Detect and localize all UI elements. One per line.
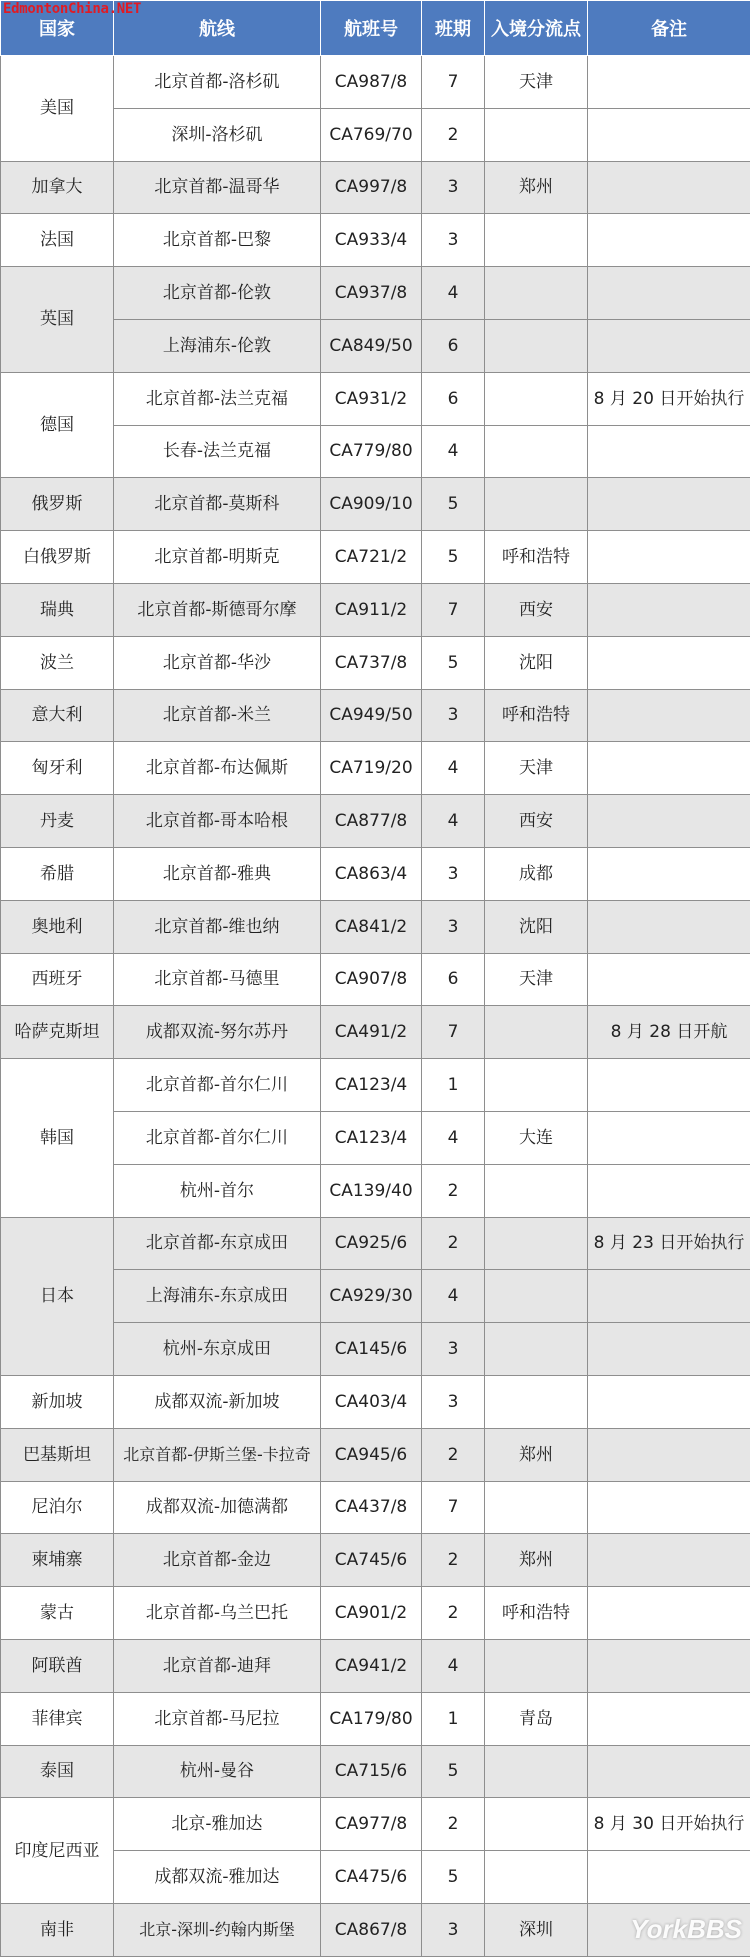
header-frequency: 班期 xyxy=(422,1,485,56)
country-cell: 意大利 xyxy=(1,689,114,742)
remarks-cell: 8 月 28 日开航 xyxy=(588,1006,750,1059)
table-row xyxy=(1,1692,750,1745)
remarks-cell: 8 月 20 日开始执行 xyxy=(588,372,750,425)
table-row xyxy=(1,372,750,425)
route-cell: 北京首都-温哥华 xyxy=(114,161,321,214)
route-cell: 深圳-洛杉矶 xyxy=(114,108,321,161)
entry-point-cell xyxy=(485,1375,588,1428)
flight-number-cell: CA933/4 xyxy=(321,214,422,267)
entry-point-cell xyxy=(485,267,588,320)
entry-point-cell: 天津 xyxy=(485,742,588,795)
route-cell: 北京-深圳-约翰内斯堡 xyxy=(114,1903,321,1956)
table-row xyxy=(1,1428,750,1481)
entry-point-cell: 沈阳 xyxy=(485,900,588,953)
table-row xyxy=(1,425,750,478)
route-cell: 北京首都-洛杉矶 xyxy=(114,56,321,109)
flight-number-cell: CA925/6 xyxy=(321,1217,422,1270)
frequency-cell: 3 xyxy=(422,161,485,214)
frequency-cell: 3 xyxy=(422,689,485,742)
route-cell: 北京首都-迪拜 xyxy=(114,1639,321,1692)
remarks-cell xyxy=(588,425,750,478)
entry-point-cell: 大连 xyxy=(485,1111,588,1164)
remarks-cell xyxy=(588,161,750,214)
flight-number-cell: CA945/6 xyxy=(321,1428,422,1481)
table-row xyxy=(1,1111,750,1164)
entry-point-cell: 呼和浩特 xyxy=(485,531,588,584)
route-cell: 北京首都-金边 xyxy=(114,1534,321,1587)
table-row xyxy=(1,1375,750,1428)
flight-number-cell: CA123/4 xyxy=(321,1059,422,1112)
header-entry-point: 入境分流点 xyxy=(485,1,588,56)
route-cell: 北京首都-维也纳 xyxy=(114,900,321,953)
frequency-cell: 5 xyxy=(422,531,485,584)
remarks-cell xyxy=(588,1534,750,1587)
route-cell: 北京首都-伦敦 xyxy=(114,267,321,320)
frequency-cell: 2 xyxy=(422,1217,485,1270)
country-cell: 德国 xyxy=(1,372,114,478)
country-cell: 尼泊尔 xyxy=(1,1481,114,1534)
entry-point-cell: 呼和浩特 xyxy=(485,1587,588,1640)
country-cell: 南非 xyxy=(1,1903,114,1956)
table-row xyxy=(1,214,750,267)
flight-number-cell: CA877/8 xyxy=(321,795,422,848)
entry-point-cell xyxy=(485,108,588,161)
entry-point-cell xyxy=(485,1217,588,1270)
remarks-cell xyxy=(588,1164,750,1217)
table-row xyxy=(1,267,750,320)
country-cell: 奥地利 xyxy=(1,900,114,953)
frequency-cell: 7 xyxy=(422,56,485,109)
header-flight-number: 航班号 xyxy=(321,1,422,56)
route-cell: 北京首都-明斯克 xyxy=(114,531,321,584)
flight-number-cell: CA139/40 xyxy=(321,1164,422,1217)
table-row xyxy=(1,1534,750,1587)
entry-point-cell: 成都 xyxy=(485,847,588,900)
route-cell: 杭州-曼谷 xyxy=(114,1745,321,1798)
frequency-cell: 2 xyxy=(422,1534,485,1587)
entry-point-cell: 郑州 xyxy=(485,1534,588,1587)
route-cell: 成都双流-雅加达 xyxy=(114,1851,321,1904)
entry-point-cell: 呼和浩特 xyxy=(485,689,588,742)
country-cell: 法国 xyxy=(1,214,114,267)
flight-number-cell: CA867/8 xyxy=(321,1903,422,1956)
remarks-cell xyxy=(588,1851,750,1904)
remarks-cell xyxy=(588,953,750,1006)
country-cell: 美国 xyxy=(1,56,114,162)
flight-number-cell: CA437/8 xyxy=(321,1481,422,1534)
country-cell: 蒙古 xyxy=(1,1587,114,1640)
remarks-cell xyxy=(588,1111,750,1164)
flight-number-cell: CA909/10 xyxy=(321,478,422,531)
country-cell: 西班牙 xyxy=(1,953,114,1006)
flight-number-cell: CA779/80 xyxy=(321,425,422,478)
remarks-cell xyxy=(588,583,750,636)
flight-number-cell: CA123/4 xyxy=(321,1111,422,1164)
entry-point-cell xyxy=(485,1481,588,1534)
flight-number-cell: CA179/80 xyxy=(321,1692,422,1745)
country-cell: 柬埔寨 xyxy=(1,1534,114,1587)
route-cell: 杭州-东京成田 xyxy=(114,1323,321,1376)
flight-number-cell: CA937/8 xyxy=(321,267,422,320)
frequency-cell: 4 xyxy=(422,425,485,478)
frequency-cell: 3 xyxy=(422,1323,485,1376)
table-row xyxy=(1,847,750,900)
entry-point-cell xyxy=(485,1270,588,1323)
entry-point-cell xyxy=(485,1059,588,1112)
frequency-cell: 3 xyxy=(422,847,485,900)
flight-number-cell: CA931/2 xyxy=(321,372,422,425)
entry-point-cell xyxy=(485,1006,588,1059)
frequency-cell: 4 xyxy=(422,795,485,848)
remarks-cell xyxy=(588,636,750,689)
frequency-cell: 6 xyxy=(422,319,485,372)
frequency-cell: 2 xyxy=(422,1798,485,1851)
frequency-cell: 2 xyxy=(422,108,485,161)
country-cell: 印度尼西亚 xyxy=(1,1798,114,1904)
entry-point-cell xyxy=(485,1639,588,1692)
table-row xyxy=(1,531,750,584)
table-row xyxy=(1,1587,750,1640)
flight-number-cell: CA745/6 xyxy=(321,1534,422,1587)
route-cell: 成都双流-加德满都 xyxy=(114,1481,321,1534)
country-cell: 俄罗斯 xyxy=(1,478,114,531)
route-cell: 北京首都-布达佩斯 xyxy=(114,742,321,795)
frequency-cell: 7 xyxy=(422,1481,485,1534)
table-row xyxy=(1,1639,750,1692)
route-cell: 成都双流-新加坡 xyxy=(114,1375,321,1428)
route-cell: 北京首都-法兰克福 xyxy=(114,372,321,425)
frequency-cell: 3 xyxy=(422,1375,485,1428)
country-cell: 泰国 xyxy=(1,1745,114,1798)
remarks-cell xyxy=(588,1375,750,1428)
route-cell: 北京-雅加达 xyxy=(114,1798,321,1851)
flight-number-cell: CA145/6 xyxy=(321,1323,422,1376)
entry-point-cell: 西安 xyxy=(485,795,588,848)
route-cell: 北京首都-巴黎 xyxy=(114,214,321,267)
flight-number-cell: CA491/2 xyxy=(321,1006,422,1059)
remarks-cell xyxy=(588,1639,750,1692)
route-cell: 北京首都-莫斯科 xyxy=(114,478,321,531)
remarks-cell xyxy=(588,795,750,848)
country-cell: 新加坡 xyxy=(1,1375,114,1428)
header-country: 国家 xyxy=(1,1,114,56)
route-cell: 北京首都-伊斯兰堡-卡拉奇 xyxy=(114,1428,321,1481)
table-row xyxy=(1,583,750,636)
table-row xyxy=(1,1851,750,1904)
frequency-cell: 4 xyxy=(422,1270,485,1323)
route-cell: 成都双流-努尔苏丹 xyxy=(114,1006,321,1059)
flight-number-cell: CA841/2 xyxy=(321,900,422,953)
frequency-cell: 5 xyxy=(422,478,485,531)
table-row xyxy=(1,689,750,742)
frequency-cell: 4 xyxy=(422,1639,485,1692)
route-cell: 北京首都-米兰 xyxy=(114,689,321,742)
table-row xyxy=(1,1164,750,1217)
route-cell: 北京首都-首尔仁川 xyxy=(114,1059,321,1112)
flight-number-cell: CA737/8 xyxy=(321,636,422,689)
entry-point-cell xyxy=(485,1851,588,1904)
remarks-cell xyxy=(588,1270,750,1323)
flight-number-cell: CA987/8 xyxy=(321,56,422,109)
table-row xyxy=(1,108,750,161)
flight-number-cell: CA719/20 xyxy=(321,742,422,795)
entry-point-cell xyxy=(485,425,588,478)
remarks-cell xyxy=(588,1428,750,1481)
remarks-cell xyxy=(588,1059,750,1112)
flight-number-cell: CA721/2 xyxy=(321,531,422,584)
remarks-cell xyxy=(588,319,750,372)
entry-point-cell: 深圳 xyxy=(485,1903,588,1956)
flight-number-cell: CA403/4 xyxy=(321,1375,422,1428)
route-cell: 杭州-首尔 xyxy=(114,1164,321,1217)
remarks-cell xyxy=(588,1745,750,1798)
remarks-cell xyxy=(588,689,750,742)
frequency-cell: 2 xyxy=(422,1587,485,1640)
table-row xyxy=(1,1270,750,1323)
frequency-cell: 6 xyxy=(422,372,485,425)
frequency-cell: 6 xyxy=(422,953,485,1006)
entry-point-cell xyxy=(485,1745,588,1798)
remarks-cell xyxy=(588,214,750,267)
entry-point-cell: 青岛 xyxy=(485,1692,588,1745)
flight-number-cell: CA997/8 xyxy=(321,161,422,214)
table-row xyxy=(1,478,750,531)
country-cell: 日本 xyxy=(1,1217,114,1375)
remarks-cell xyxy=(588,108,750,161)
entry-point-cell: 天津 xyxy=(485,953,588,1006)
remarks-cell xyxy=(588,742,750,795)
frequency-cell: 4 xyxy=(422,1111,485,1164)
entry-point-cell: 沈阳 xyxy=(485,636,588,689)
country-cell: 匈牙利 xyxy=(1,742,114,795)
route-cell: 北京首都-东京成田 xyxy=(114,1217,321,1270)
country-cell: 波兰 xyxy=(1,636,114,689)
country-cell: 丹麦 xyxy=(1,795,114,848)
route-cell: 北京首都-马德里 xyxy=(114,953,321,1006)
remarks-cell xyxy=(588,847,750,900)
flight-number-cell: CA941/2 xyxy=(321,1639,422,1692)
frequency-cell: 4 xyxy=(422,742,485,795)
country-cell: 巴基斯坦 xyxy=(1,1428,114,1481)
country-cell: 哈萨克斯坦 xyxy=(1,1006,114,1059)
table-row xyxy=(1,636,750,689)
route-cell: 北京首都-乌兰巴托 xyxy=(114,1587,321,1640)
remarks-cell xyxy=(588,1587,750,1640)
route-cell: 长春-法兰克福 xyxy=(114,425,321,478)
entry-point-cell xyxy=(485,1798,588,1851)
frequency-cell: 2 xyxy=(422,1164,485,1217)
table-row xyxy=(1,900,750,953)
route-cell: 北京首都-斯德哥尔摩 xyxy=(114,583,321,636)
flight-number-cell: CA475/6 xyxy=(321,1851,422,1904)
country-cell: 阿联酋 xyxy=(1,1639,114,1692)
flight-number-cell: CA907/8 xyxy=(321,953,422,1006)
frequency-cell: 3 xyxy=(422,900,485,953)
frequency-cell: 5 xyxy=(422,1745,485,1798)
entry-point-cell xyxy=(485,1164,588,1217)
frequency-cell: 7 xyxy=(422,583,485,636)
frequency-cell: 1 xyxy=(422,1059,485,1112)
remarks-cell xyxy=(588,478,750,531)
route-cell: 北京首都-雅典 xyxy=(114,847,321,900)
country-cell: 菲律宾 xyxy=(1,1692,114,1745)
flight-number-cell: CA911/2 xyxy=(321,583,422,636)
route-cell: 北京首都-华沙 xyxy=(114,636,321,689)
country-cell: 韩国 xyxy=(1,1059,114,1217)
table-row xyxy=(1,1745,750,1798)
watermark-top: EdmontonChina.NET xyxy=(3,1,142,17)
header-route: 航线 xyxy=(114,1,321,56)
flight-number-cell: CA949/50 xyxy=(321,689,422,742)
table-row xyxy=(1,1006,750,1059)
entry-point-cell: 郑州 xyxy=(485,161,588,214)
frequency-cell: 2 xyxy=(422,1428,485,1481)
flight-number-cell: CA715/6 xyxy=(321,1745,422,1798)
frequency-cell: 5 xyxy=(422,1851,485,1904)
remarks-cell xyxy=(588,1481,750,1534)
country-cell: 加拿大 xyxy=(1,161,114,214)
country-cell: 瑞典 xyxy=(1,583,114,636)
frequency-cell: 4 xyxy=(422,267,485,320)
remarks-cell xyxy=(588,531,750,584)
table-row xyxy=(1,1059,750,1112)
table-row xyxy=(1,1481,750,1534)
remarks-cell xyxy=(588,900,750,953)
route-cell: 北京首都-哥本哈根 xyxy=(114,795,321,848)
route-cell: 上海浦东-东京成田 xyxy=(114,1270,321,1323)
flight-number-cell: CA863/4 xyxy=(321,847,422,900)
country-cell: 英国 xyxy=(1,267,114,373)
frequency-cell: 5 xyxy=(422,636,485,689)
entry-point-cell xyxy=(485,214,588,267)
frequency-cell: 7 xyxy=(422,1006,485,1059)
flight-number-cell: CA977/8 xyxy=(321,1798,422,1851)
route-cell: 北京首都-首尔仁川 xyxy=(114,1111,321,1164)
entry-point-cell xyxy=(485,1323,588,1376)
remarks-cell xyxy=(588,1323,750,1376)
route-cell: 北京首都-马尼拉 xyxy=(114,1692,321,1745)
flight-number-cell: CA769/70 xyxy=(321,108,422,161)
entry-point-cell: 西安 xyxy=(485,583,588,636)
frequency-cell: 3 xyxy=(422,214,485,267)
table-body xyxy=(1,56,750,1957)
remarks-cell xyxy=(588,267,750,320)
watermark-bottom: YorkBBS xyxy=(630,1914,742,1944)
header-remarks: 备注 xyxy=(588,1,750,56)
table-row xyxy=(1,795,750,848)
entry-point-cell xyxy=(485,372,588,425)
remarks-cell xyxy=(588,56,750,109)
frequency-cell: 1 xyxy=(422,1692,485,1745)
remarks-cell: 8 月 23 日开始执行 xyxy=(588,1217,750,1270)
frequency-cell: 3 xyxy=(422,1903,485,1956)
table-row xyxy=(1,319,750,372)
table-row xyxy=(1,1323,750,1376)
entry-point-cell: 郑州 xyxy=(485,1428,588,1481)
flight-number-cell: CA929/30 xyxy=(321,1270,422,1323)
entry-point-cell xyxy=(485,319,588,372)
entry-point-cell xyxy=(485,478,588,531)
table-row xyxy=(1,742,750,795)
remarks-cell: 8 月 30 日开始执行 xyxy=(588,1798,750,1851)
country-cell: 白俄罗斯 xyxy=(1,531,114,584)
flight-number-cell: CA849/50 xyxy=(321,319,422,372)
table-row xyxy=(1,56,750,109)
route-cell: 上海浦东-伦敦 xyxy=(114,319,321,372)
entry-point-cell: 天津 xyxy=(485,56,588,109)
table-row xyxy=(1,1798,750,1851)
table-row xyxy=(1,953,750,1006)
remarks-cell xyxy=(588,1692,750,1745)
country-cell: 希腊 xyxy=(1,847,114,900)
table-row xyxy=(1,161,750,214)
table-row xyxy=(1,1217,750,1270)
flight-number-cell: CA901/2 xyxy=(321,1587,422,1640)
